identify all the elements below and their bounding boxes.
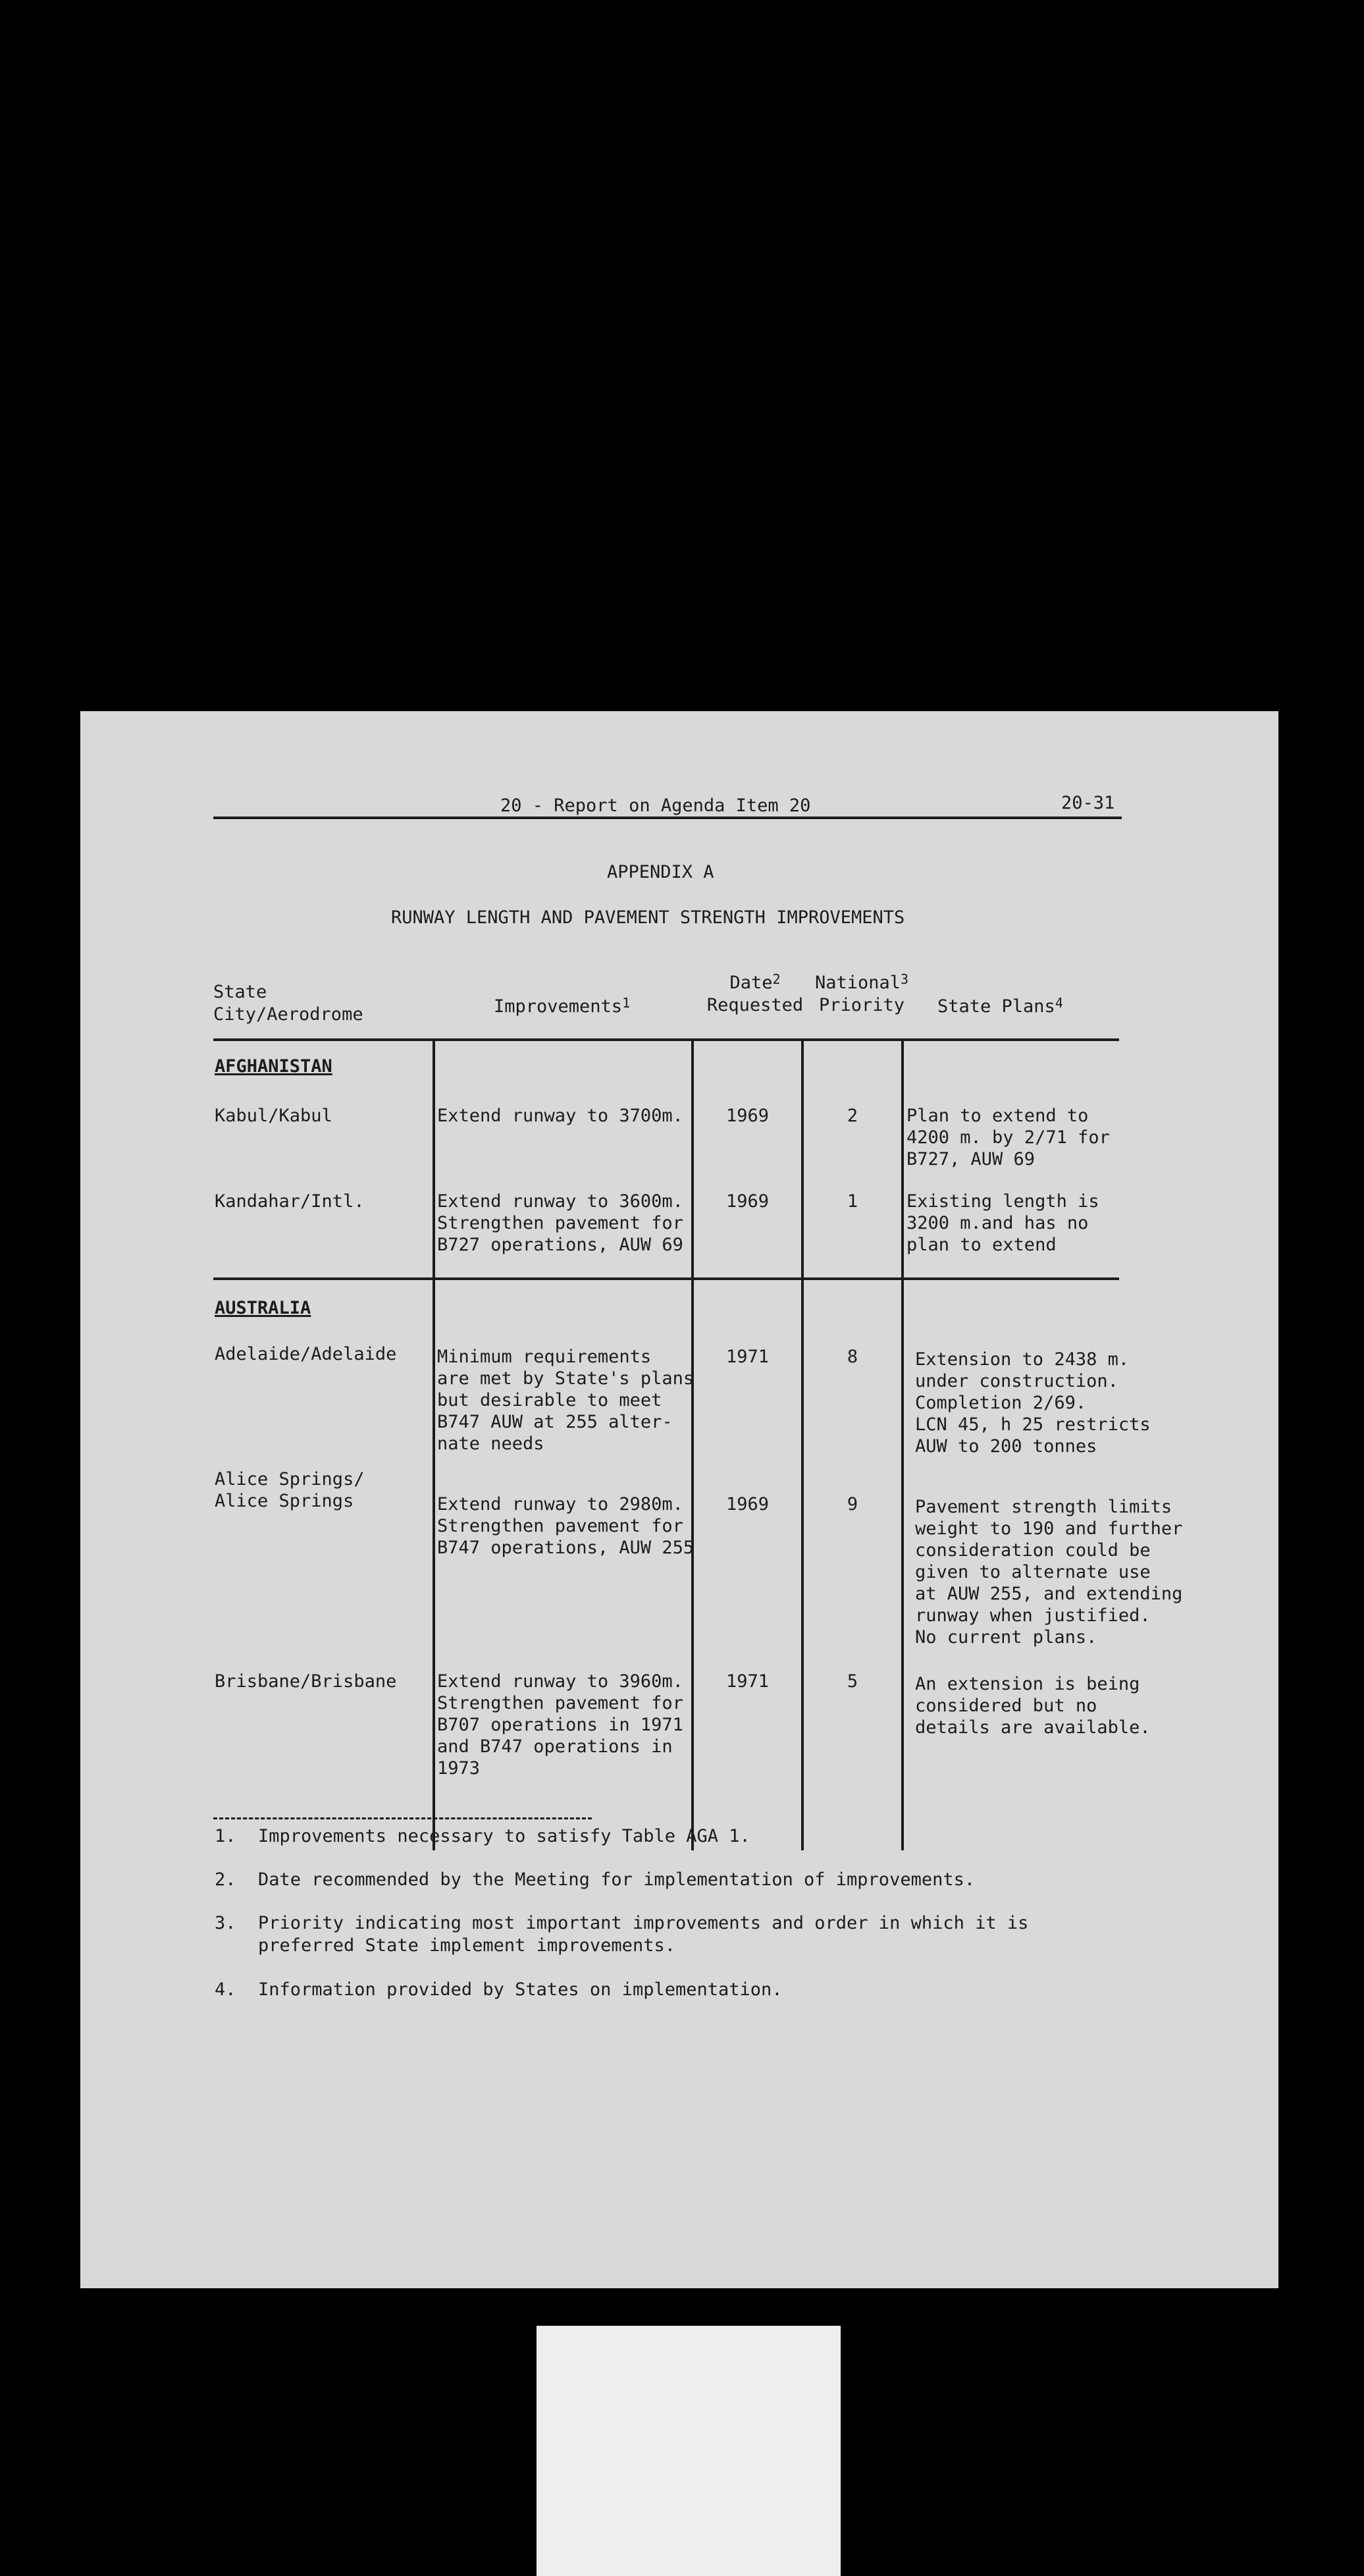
footnote-number: 2. [215, 1869, 236, 1890]
table-cell-plans: Pavement strength limits weight to 190 and further consideration could be given to alternate use at AUW 255, and extending runway when justified. No current plans. [915, 1497, 1183, 1648]
page-number: 20-31 [1061, 793, 1115, 813]
table-cell-date: 1969 [725, 1106, 770, 1126]
col-header-priority-footnote: 3 [901, 971, 909, 987]
col-header-improvements-label: Improvements [494, 996, 623, 1017]
col-header-state [213, 981, 363, 1026]
table-cell-priority: 9 [847, 1494, 858, 1515]
table-cell-improvement: Extend runway to 3700m. [437, 1106, 683, 1126]
report-header-title: 20 - Report on Agenda Item 20 [500, 795, 811, 816]
col-header-date-footnote: 2 [772, 971, 781, 987]
table-cell-improvement: Extend runway to 3600m. Strengthen pavement for B727 operations, AUW 69 [437, 1191, 683, 1255]
col-header-improvements-footnote: 1 [622, 995, 631, 1011]
footnote-text: Date recommended by the Meeting for implementation of improvements. [258, 1869, 976, 1890]
col-header-priority-line2: Priority [818, 995, 905, 1015]
col-header-plans [937, 996, 1063, 1018]
col-header-priority [799, 972, 924, 1017]
section-state-name: AUSTRALIA [215, 1298, 311, 1318]
col-header-date-line2: Requested [706, 995, 804, 1015]
footnote-number: 1. [215, 1826, 236, 1846]
table-cell-date: 1971 [725, 1347, 770, 1367]
appendix-label: APPENDIX A [607, 862, 714, 882]
table-cell-date: 1969 [725, 1494, 770, 1515]
table-cell-priority: 8 [847, 1347, 858, 1367]
table-cell-improvement: Minimum requirements are met by State's plans but desirable to meet B747 AUW at 255 alter- nate needs [437, 1347, 695, 1454]
calibration-card [537, 2326, 841, 2576]
col-header-improvements [494, 996, 630, 1018]
table-cell-date: 1971 [725, 1671, 770, 1692]
table-cell-plans: Existing length is 3200 m.and has no plan to extend [906, 1191, 1099, 1255]
col-header-priority-line1: National [814, 973, 901, 993]
table-cell-plans: Extension to 2438 m. under construction. Completion 2/69. LCN 45, h 25 restricts AUW to 200 tonnes [915, 1349, 1151, 1457]
col-header-plans-footnote: 4 [1055, 995, 1063, 1011]
section-divider-rule [213, 1277, 1119, 1280]
table-cell-plans: Plan to extend to 4200 m. by 2/71 for B727, AUW 69 [906, 1106, 1110, 1169]
footnote-text: Priority indicating most important improvements and order in which it is preferred State implement improvements. [258, 1913, 1029, 1956]
header-rule [213, 817, 1122, 819]
col-header-state-line1: State [213, 982, 267, 1002]
col-header-state-line2: City/Aerodrome [213, 1004, 363, 1025]
table-header-rule [213, 1038, 1119, 1041]
table-cell-improvement: Extend runway to 2980m. Strengthen pavement for B747 operations, AUW 255 [437, 1494, 695, 1558]
table-cell-aerodrome: Kabul/Kabul [215, 1106, 332, 1126]
table-cell-plans: An extension is being considered but no details are available. [915, 1674, 1151, 1738]
footnote-text: Improvements necessary to satisfy Table AGA 1. [258, 1826, 750, 1846]
table-cell-aerodrome: Alice Springs/ Alice Springs [215, 1469, 365, 1511]
table-cell-aerodrome: Kandahar/Intl. [215, 1191, 365, 1212]
col-header-date-line1: Date [729, 973, 773, 993]
footnote-separator [213, 1817, 592, 1819]
column-rule-3 [801, 1039, 804, 1850]
appendix-subtitle: RUNWAY LENGTH AND PAVEMENT STRENGTH IMPROVEMENTS [391, 907, 905, 928]
table-cell-priority: 1 [847, 1191, 858, 1212]
footnote-number: 3. [215, 1913, 236, 1933]
table-cell-priority: 2 [847, 1106, 858, 1126]
footnote-number: 4. [215, 1979, 236, 2000]
column-rule-4 [901, 1039, 904, 1850]
section-state-name: AFGHANISTAN [215, 1056, 332, 1077]
footnote-text: Information provided by States on implementation. [258, 1979, 783, 2000]
table-cell-improvement: Extend runway to 3960m. Strengthen pavement for B707 operations in 1971 and B747 operations in 1973 [437, 1671, 683, 1779]
document-page [80, 711, 1278, 2288]
column-rule-1 [433, 1039, 435, 1850]
table-cell-aerodrome: Adelaide/Adelaide [215, 1344, 397, 1364]
table-cell-date: 1969 [725, 1191, 770, 1212]
table-cell-aerodrome: Brisbane/Brisbane [215, 1671, 397, 1692]
table-cell-priority: 5 [847, 1671, 858, 1692]
col-header-plans-label: State Plans [937, 996, 1055, 1017]
